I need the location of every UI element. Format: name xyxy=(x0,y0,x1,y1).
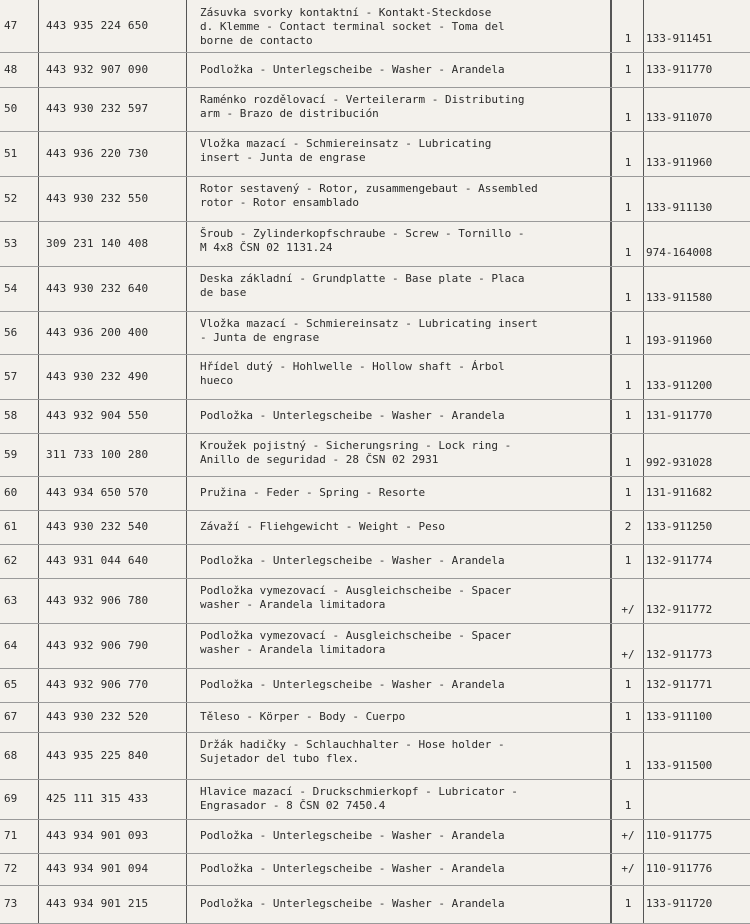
catalogue-number: 193-911960 xyxy=(646,334,713,347)
part-description: Hlavice mazací - Druckschmierkopf - Lubricator - Engrasador - 8 ČSN 02 7450.4 xyxy=(200,785,518,812)
part-description: Podložka vymezovací - Ausgleichscheibe - Spacer washer - Arandela limitadora xyxy=(200,629,512,656)
part-number: 443 930 232 640 xyxy=(46,282,149,295)
table-row xyxy=(0,476,750,511)
quantity: +/ xyxy=(621,648,635,661)
table-row xyxy=(0,578,750,624)
position-number: 47 xyxy=(4,19,18,32)
part-description: Držák hadičky - Schlauchhalter - Hose holder - Sujetador del tubo flex. xyxy=(200,738,505,765)
position-number: 53 xyxy=(4,237,18,250)
part-number: 443 932 906 770 xyxy=(46,678,149,691)
catalogue-number: 133-911580 xyxy=(646,291,713,304)
quantity: 1 xyxy=(624,291,632,304)
part-number: 443 934 901 093 xyxy=(46,829,149,842)
part-description: Závaží - Fliehgewicht - Weight - Peso xyxy=(200,520,446,533)
part-description: Podložka - Unterlegscheibe - Washer - Arandela xyxy=(200,409,505,422)
part-description: Šroub - Zylinderkopfschraube - Screw - Tornillo - M 4x8 ČSN 02 1131.24 xyxy=(200,227,525,254)
table-row xyxy=(0,623,750,669)
table-row xyxy=(0,399,750,434)
catalogue-number: 992-931028 xyxy=(646,456,713,469)
part-number: 443 934 901 215 xyxy=(46,897,149,910)
part-number: 443 935 224 650 xyxy=(46,19,149,32)
quantity: +/ xyxy=(621,862,635,875)
part-number: 309 231 140 408 xyxy=(46,237,149,250)
catalogue-number: 132-911773 xyxy=(646,648,713,661)
catalogue-number: 133-911070 xyxy=(646,111,713,124)
quantity: +/ xyxy=(621,829,635,842)
quantity: 1 xyxy=(624,678,632,691)
position-number: 62 xyxy=(4,554,18,567)
quantity: +/ xyxy=(621,603,635,616)
position-number: 60 xyxy=(4,486,18,499)
quantity: 1 xyxy=(624,486,632,499)
part-description: Podložka - Unterlegscheibe - Washer - Arandela xyxy=(200,862,505,875)
part-description: Těleso - Körper - Body - Cuerpo xyxy=(200,710,406,723)
table-row xyxy=(0,87,750,132)
catalogue-number: 110-911775 xyxy=(646,829,713,842)
table-row xyxy=(0,819,750,854)
position-number: 51 xyxy=(4,147,18,160)
part-description: Vložka mazací - Schmiereinsatz - Lubricating insert - Junta de engrase xyxy=(200,317,538,344)
part-description: Vložka mazací - Schmiereinsatz - Lubricating insert - Junta de engrase xyxy=(200,137,492,164)
table-row xyxy=(0,354,750,400)
position-number: 67 xyxy=(4,710,18,723)
catalogue-number: 133-911200 xyxy=(646,379,713,392)
part-number: 443 930 232 550 xyxy=(46,192,149,205)
quantity: 1 xyxy=(624,799,632,812)
part-number: 443 932 904 550 xyxy=(46,409,149,422)
part-description: Podložka - Unterlegscheibe - Washer - Arandela xyxy=(200,678,505,691)
position-number: 59 xyxy=(4,448,18,461)
quantity: 1 xyxy=(624,246,632,259)
table-row xyxy=(0,266,750,312)
table-row xyxy=(0,311,750,355)
table-row xyxy=(0,221,750,267)
catalogue-number: 974-164008 xyxy=(646,246,713,259)
part-number: 425 111 315 433 xyxy=(46,792,149,805)
part-number: 443 932 906 790 xyxy=(46,639,149,652)
catalogue-number: 133-911250 xyxy=(646,520,713,533)
quantity: 1 xyxy=(624,897,632,910)
position-number: 56 xyxy=(4,326,18,339)
position-number: 65 xyxy=(4,678,18,691)
part-number: 311 733 100 280 xyxy=(46,448,149,461)
part-number: 443 931 044 640 xyxy=(46,554,149,567)
catalogue-number: 132-911772 xyxy=(646,603,713,616)
position-number: 69 xyxy=(4,792,18,805)
table-row xyxy=(0,853,750,886)
position-number: 61 xyxy=(4,520,18,533)
quantity: 1 xyxy=(624,409,632,422)
part-number: 443 935 225 840 xyxy=(46,749,149,762)
part-number: 443 936 200 400 xyxy=(46,326,149,339)
position-number: 71 xyxy=(4,829,18,842)
part-number: 443 930 232 520 xyxy=(46,710,149,723)
catalogue-number: 133-911130 xyxy=(646,201,713,214)
catalogue-number: 133-911500 xyxy=(646,759,713,772)
table-row xyxy=(0,779,750,820)
part-number: 443 932 907 090 xyxy=(46,63,149,76)
position-number: 72 xyxy=(4,862,18,875)
part-description: Raménko rozdělovací - Verteilerarm - Distributing arm - Brazo de distribución xyxy=(200,93,525,120)
quantity: 1 xyxy=(624,201,632,214)
position-number: 68 xyxy=(4,749,18,762)
quantity: 1 xyxy=(624,759,632,772)
position-number: 57 xyxy=(4,370,18,383)
position-number: 54 xyxy=(4,282,18,295)
table-row xyxy=(0,885,750,924)
part-description: Podložka - Unterlegscheibe - Washer - Arandela xyxy=(200,897,505,910)
quantity: 1 xyxy=(624,456,632,469)
part-number: 443 932 906 780 xyxy=(46,594,149,607)
position-number: 63 xyxy=(4,594,18,607)
catalogue-number: 132-911774 xyxy=(646,554,713,567)
part-description: Podložka - Unterlegscheibe - Washer - Arandela xyxy=(200,829,505,842)
part-description: Podložka - Unterlegscheibe - Washer - Arandela xyxy=(200,63,505,76)
quantity: 1 xyxy=(624,63,632,76)
table-row xyxy=(0,668,750,703)
table-row xyxy=(0,0,750,53)
quantity: 1 xyxy=(624,334,632,347)
part-description: Deska základní - Grundplatte - Base plate - Placa de base xyxy=(200,272,525,299)
part-number: 443 930 232 597 xyxy=(46,102,149,115)
table-row xyxy=(0,544,750,579)
part-description: Podložka vymezovací - Ausgleichscheibe - Spacer washer - Arandela limitadora xyxy=(200,584,512,611)
catalogue-number: 133-911770 xyxy=(646,63,713,76)
catalogue-number: 133-911960 xyxy=(646,156,713,169)
catalogue-number: 110-911776 xyxy=(646,862,713,875)
catalogue-number: 131-911770 xyxy=(646,409,713,422)
part-description: Rotor sestavený - Rotor, zusammengebaut - Assembled rotor - Rotor ensamblado xyxy=(200,182,538,209)
part-description: Hřídel dutý - Hohlwelle - Hollow shaft - Árbol hueco xyxy=(200,360,505,387)
position-number: 50 xyxy=(4,102,18,115)
table-row xyxy=(0,52,750,88)
table-row xyxy=(0,702,750,733)
table-row xyxy=(0,131,750,177)
part-description: Zásuvka svorky kontaktní - Kontakt-Steckdose d. Klemme - Contact terminal socket - Toma del borne de contacto xyxy=(200,6,505,47)
catalogue-number: 131-911682 xyxy=(646,486,713,499)
position-number: 64 xyxy=(4,639,18,652)
quantity: 1 xyxy=(624,156,632,169)
quantity: 1 xyxy=(624,710,632,723)
quantity: 1 xyxy=(624,554,632,567)
position-number: 48 xyxy=(4,63,18,76)
catalogue-number: 133-911720 xyxy=(646,897,713,910)
catalogue-number: 133-911451 xyxy=(646,32,713,45)
part-number: 443 930 232 540 xyxy=(46,520,149,533)
catalogue-number: 132-911771 xyxy=(646,678,713,691)
quantity: 2 xyxy=(624,520,632,533)
part-number: 443 936 220 730 xyxy=(46,147,149,160)
quantity: 1 xyxy=(624,111,632,124)
part-number: 443 934 901 094 xyxy=(46,862,149,875)
position-number: 73 xyxy=(4,897,18,910)
part-number: 443 930 232 490 xyxy=(46,370,149,383)
table-row xyxy=(0,732,750,780)
part-description: Podložka - Unterlegscheibe - Washer - Arandela xyxy=(200,554,505,567)
position-number: 52 xyxy=(4,192,18,205)
table-row xyxy=(0,510,750,545)
quantity: 1 xyxy=(624,379,632,392)
part-description: Kroužek pojistný - Sicherungsring - Lock ring - Anillo de seguridad - 28 ČSN 02 2931 xyxy=(200,439,512,466)
table-row xyxy=(0,176,750,222)
quantity: 1 xyxy=(624,32,632,45)
position-number: 58 xyxy=(4,409,18,422)
catalogue-number: 133-911100 xyxy=(646,710,713,723)
part-description: Pružina - Feder - Spring - Resorte xyxy=(200,486,426,499)
part-number: 443 934 650 570 xyxy=(46,486,149,499)
table-row xyxy=(0,433,750,477)
